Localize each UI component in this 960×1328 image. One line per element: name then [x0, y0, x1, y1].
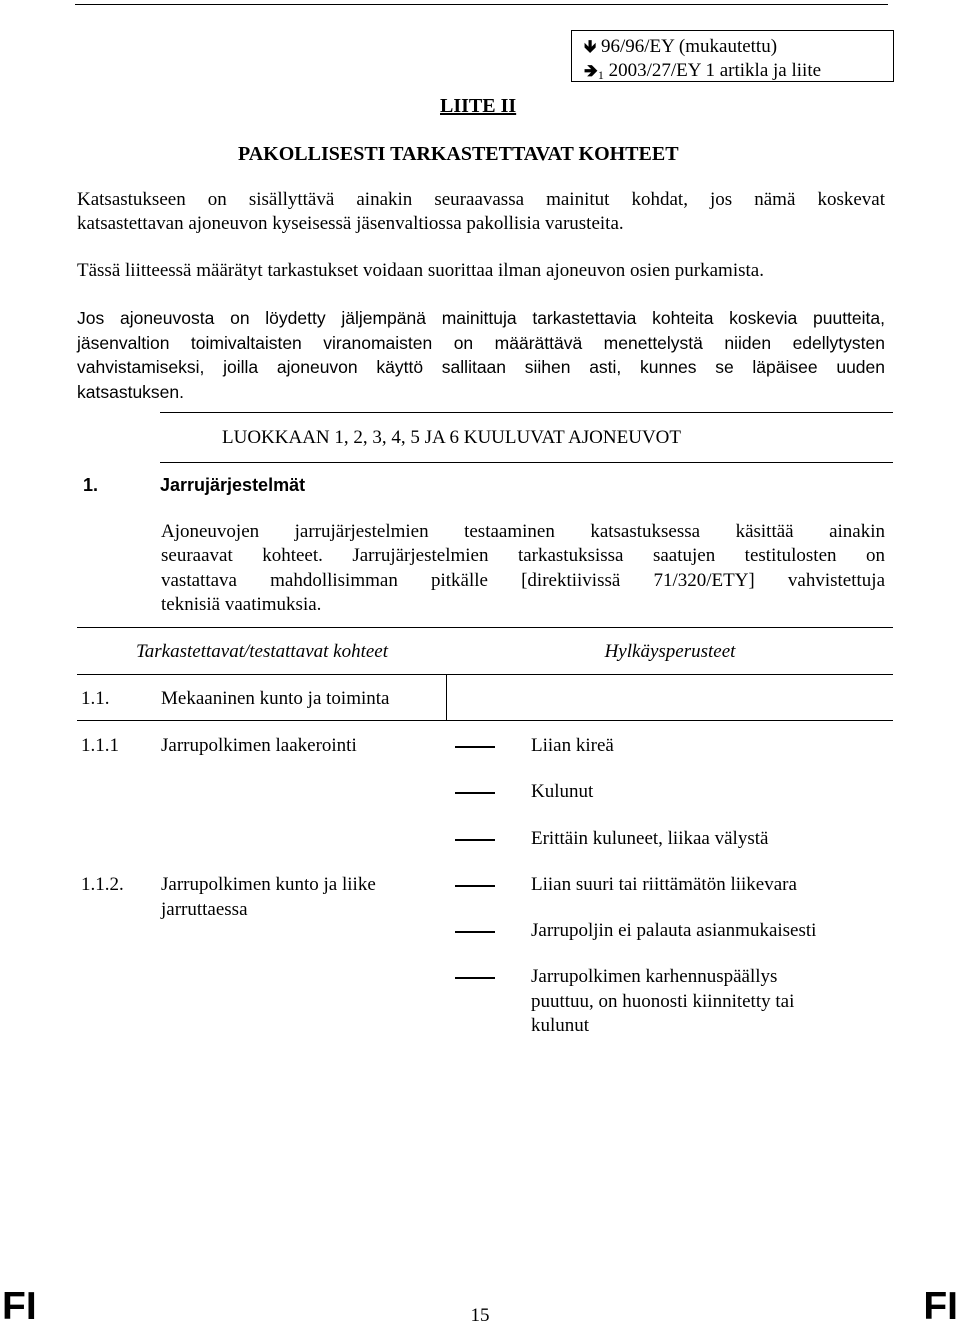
item-1-1-label: Mekaaninen kunto ja toiminta — [161, 688, 390, 709]
table-rule-top — [77, 627, 893, 628]
category-rule-top — [160, 412, 893, 413]
item-1-1-2-reason-2: Jarrupoljin ei palauta asianmukaisesti — [531, 920, 817, 941]
intro-paragraph-3-line-3: vahvistamiseksi, joilla ajoneuvon käyttö sallitaan siihen asti, kunnes se läpäisee uuden — [77, 357, 885, 377]
page-number: 15 — [470, 1305, 490, 1326]
item-1-1-1-reason-1: Liian kireä — [531, 735, 614, 756]
amendment-reference-box — [571, 30, 894, 82]
item-1-1-1-reason-3: Erittäin kuluneet, liikaa välystä — [531, 828, 769, 849]
intro-paragraph-1-line-2: katsastettavan ajoneuvon kyseisessä jäsenvaltiossa pakollisia varusteita. — [77, 213, 624, 234]
bullet-dash — [455, 931, 495, 933]
annex-title: LIITE II — [440, 95, 517, 117]
bullet-dash — [455, 885, 495, 887]
annex-heading: PAKOLLISESTI TARKASTETTAVAT KOHTEET — [238, 143, 679, 165]
bullet-dash — [455, 792, 495, 794]
intro-paragraph-3-line-1: Jos ajoneuvosta on löydetty jäljempänä mainittuja tarkastettavia kohteita koskevia puutteita, — [77, 308, 885, 328]
table-column-divider — [446, 674, 447, 720]
item-1-1-2-number: 1.1.2. — [81, 874, 124, 895]
table-rule-header — [77, 674, 893, 675]
item-1-1-1-label: Jarrupolkimen laakerointi — [161, 735, 357, 756]
item-1-1-2-reason-3-line-2: puuttuu, on huonosti kiinnitetty tai — [531, 991, 795, 1012]
item-1-1-2-label-line-2: jarruttaessa — [161, 899, 248, 920]
section-paragraph-line-4: teknisiä vaatimuksia. — [161, 594, 322, 615]
reference-2-subscript: 1 — [597, 68, 604, 82]
intro-paragraph-3-line-4: katsastuksen. — [77, 382, 184, 402]
section-paragraph-line-2: seuraavat kohteet. Jarrujärjestelmien tarkastuksissa saatujen testitulosten on — [161, 545, 885, 566]
down-arrow-icon: 🡻 — [584, 37, 597, 57]
item-1-1-2-reason-3-line-1: Jarrupolkimen karhennuspäällys — [531, 966, 778, 987]
section-paragraph-line-1: Ajoneuvojen jarrujärjestelmien testaaminen katsastuksessa käsittää ainakin — [161, 521, 885, 542]
item-1-1-1-reason-2: Kulunut — [531, 781, 594, 802]
table-header-rejection-criteria: Hylkäysperusteet — [604, 641, 736, 662]
footer-language-code-right: FI — [923, 1285, 958, 1328]
section-number: 1. — [83, 475, 99, 495]
section-title: Jarrujärjestelmät — [160, 475, 306, 495]
section-paragraph-line-3: vastattava mahdollisimman pitkälle [direktiivissä 71/320/ETY] vahvistettuja — [161, 570, 885, 591]
category-rule-bottom — [160, 462, 893, 463]
category-heading: LUOKKAAN 1, 2, 3, 4, 5 JA 6 KUULUVAT AJONEUVOT — [222, 427, 681, 448]
reference-1-text: 96/96/EY (mukautettu) — [600, 36, 778, 57]
bullet-dash — [455, 746, 495, 748]
footer-language-code-left: FI — [2, 1285, 37, 1328]
bullet-dash — [455, 977, 495, 979]
item-1-1-2-reason-3-line-3: kulunut — [531, 1015, 590, 1036]
intro-paragraph-1-line-1: Katsastukseen on sisällyttävä ainakin seuraavassa mainitut kohdat, jos nämä koskevat — [77, 189, 885, 210]
reference-line-2 — [584, 58, 821, 87]
item-1-1-2-label-line-1: Jarrupolkimen kunto ja liike — [161, 874, 376, 895]
item-1-1-2-reason-1: Liian suuri tai riittämätön liikevara — [531, 874, 797, 895]
right-arrow-icon: 🡺 — [584, 61, 598, 81]
reference-2-text: 2003/27/EY 1 artikla ja liite — [608, 60, 822, 81]
top-rule — [75, 4, 888, 5]
intro-paragraph-3-line-2: jäsenvaltion toimivaltaisten viranomaisten on määrättävä menettelystä niiden edellytysten — [77, 333, 885, 353]
intro-paragraph-2: Tässä liitteessä määrätyt tarkastukset voidaan suorittaa ilman ajoneuvon osien purkamista. — [77, 260, 764, 281]
item-1-1-number: 1.1. — [81, 688, 110, 709]
table-header-items: Tarkastettavat/testattavat kohteet — [135, 641, 389, 662]
item-1-1-1-number: 1.1.1 — [81, 735, 119, 756]
table-rule-section — [77, 720, 893, 721]
bullet-dash — [455, 839, 495, 841]
